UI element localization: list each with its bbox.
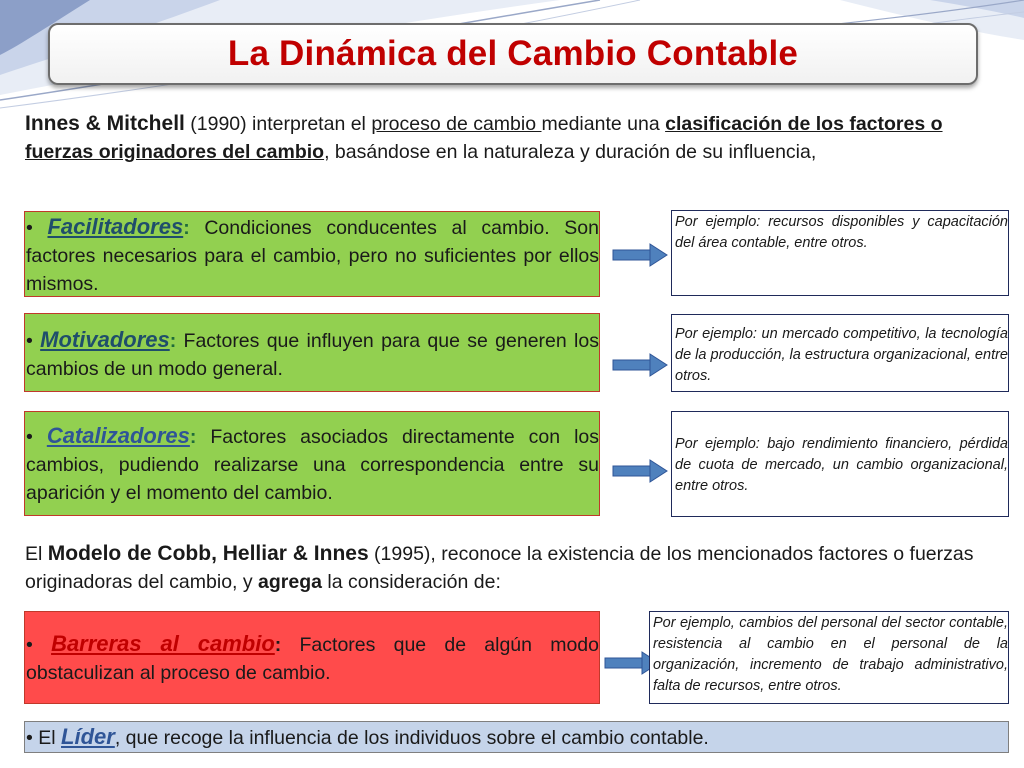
term-colon: : (189, 426, 197, 448)
term-colon: : (274, 634, 282, 656)
intro-text-2: mediante una (541, 113, 666, 135)
leader-bullet: • El (26, 727, 62, 749)
intro-text-3: , basándose en la naturaleza y duración de su influencia, (324, 141, 817, 163)
term-barreras: Barreras al cambio (51, 631, 275, 656)
model-authors: Modelo de Cobb, Helliar & Innes (47, 542, 369, 565)
arrow-right-icon (612, 242, 668, 268)
title-box (48, 23, 978, 85)
arrow-right-icon (612, 458, 668, 484)
factor-description: Factores que de algún modo obstaculizan al proceso de cambio. (26, 634, 600, 684)
model-prefix: El (25, 543, 48, 565)
factor-box-catalizadores (24, 411, 600, 516)
term-catalizadores: Catalizadores (46, 423, 190, 448)
term-colon: : (183, 217, 190, 239)
factor-description: Factores asociados directamente con los cambios, pudiendo realizarse una correspondencia entre su aparición y el momento del cambio. (26, 426, 599, 504)
factor-box-facilitadores (24, 211, 600, 297)
factor-box-barreras (24, 611, 600, 704)
intro-highlight: clasificación de los factores o fuerzas originadores del cambio (25, 113, 943, 163)
example-text: Por ejemplo, cambios del personal del sector contable, resistencia al cambio en el personal de la organización, incremento de trabajo administrativo, falta de recursos, entre otros. (653, 615, 1008, 694)
example-text: Por ejemplo: recursos disponibles y capacitación del área contable, entre otros. (675, 214, 1008, 251)
example-box-barreras (649, 611, 1009, 704)
factor-box-motivadores (24, 313, 600, 392)
bullet: • (26, 330, 41, 352)
intro-year: (1990) interpretan el (184, 113, 372, 135)
term-colon: : (169, 330, 177, 352)
intro-authors: Innes & Mitchell (25, 112, 185, 135)
leader-box (24, 721, 1009, 753)
factor-description: Condiciones conducentes al cambio. Son factores necesarios para el cambio, pero no suficientes por ellos mismos. (26, 217, 600, 295)
model-text-2: la consideración de: (322, 571, 501, 593)
example-text: Por ejemplo: un mercado competitivo, la tecnología de la producción, la estructura organizacional, entre otros. (675, 326, 1008, 384)
intro-paragraph (25, 110, 993, 166)
bullet: • (26, 426, 47, 448)
model-bold: agrega (258, 571, 322, 593)
page-title: La Dinámica del Cambio Contable (227, 34, 799, 73)
example-box-catalizadores (671, 411, 1009, 517)
factor-description: Factores que influyen para que se generen los cambios de un modo general. (26, 330, 599, 380)
example-box-motivadores (671, 314, 1009, 392)
leader-text: , que recoge la influencia de los individuos sobre el cambio contable. (114, 727, 709, 749)
model-paragraph (25, 540, 993, 596)
example-box-facilitadores (671, 210, 1009, 296)
term-motivadores: Motivadores (40, 327, 170, 352)
term-lider: Líder (61, 724, 115, 749)
intro-underlined-text: proceso de cambio (371, 113, 542, 135)
arrow-right-icon (612, 352, 668, 378)
term-facilitadores: Facilitadores (47, 214, 184, 239)
example-text: Por ejemplo: bajo rendimiento financiero, pérdida de cuota de mercado, un cambio organizacional, entre otros. (675, 436, 1008, 494)
bullet: • (26, 634, 52, 656)
bullet: • (26, 217, 48, 239)
model-text-1: (1995), reconoce la existencia de los mencionados factores o fuerzas originadoras del cambio, y (25, 543, 974, 593)
